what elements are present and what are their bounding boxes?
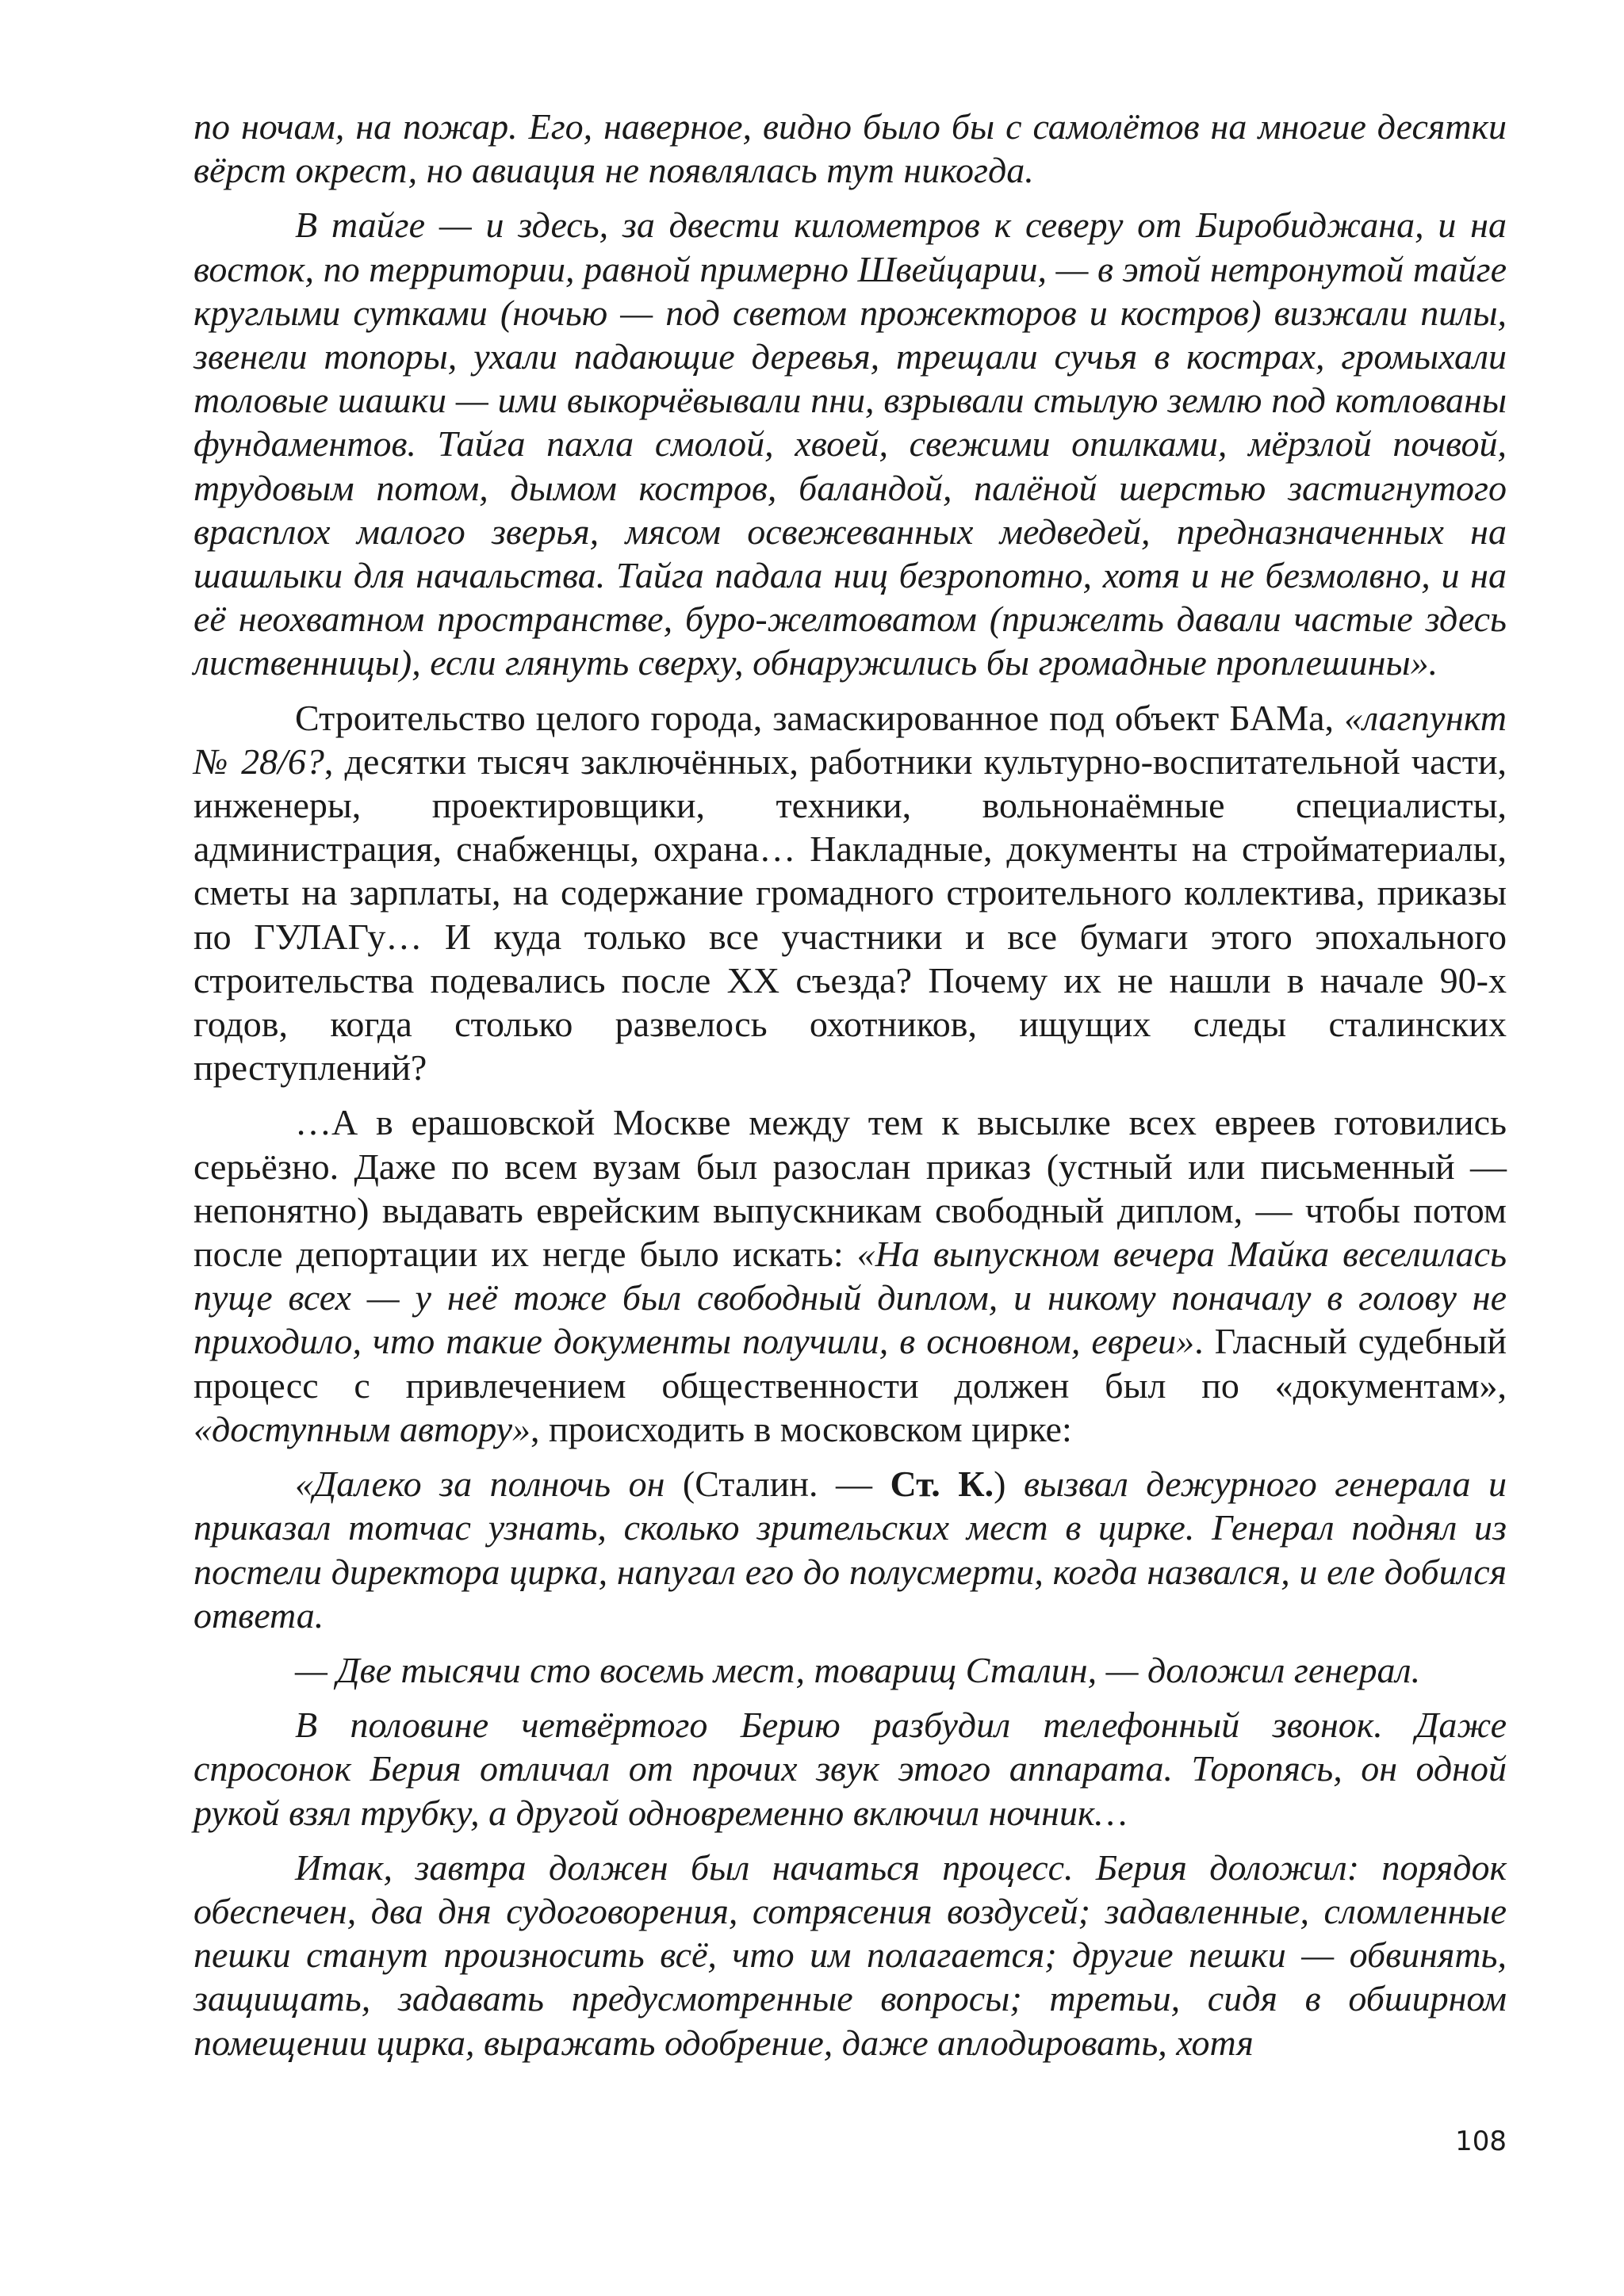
text-run: «доступным автору» xyxy=(193,1408,531,1449)
text-run: Итак, завтра должен был начаться процесс. Берия доложил: порядок обеспечен, два дня судоговорения, сотрясения воздусей; задавленные, сломленные пешки станут произносить всё, что им полагается; другие пешки — обвинять, защищать, задавать предусмотренные вопросы; третьи, сидя в обширном помещении цирка, выражать одобрение, даже аплодировать, хотя xyxy=(193,1846,1507,2063)
text-run: вызвал дежурного генерала и приказал тотчас узнать, сколько зрительских мест в цирке. Генерал поднял из постели директора цирка, напугал его до полусмерти, когда назвался, и еле добился ответа. xyxy=(193,1464,1507,1636)
text-run: . Гласный судебный процесс с привлечением общественности должен был по «документам», xyxy=(193,1321,1507,1406)
text-run: В половине четвёртого Берию разбудил телефонный звонок. Даже спросонок Берия отличал от прочих звук этого аппарата. Торопясь, он одной рукой взял трубку, а другой одновременно включил ночник… xyxy=(193,1705,1507,1833)
paragraph xyxy=(193,1703,1507,1835)
text-run: , десятки тысяч заключённых, работники культурно-воспитательной части, инженеры, проектировщики, техники, вольнонаёмные специалисты, администрация, снабженцы, охрана… Накладные, документы на стройматериалы, сметы на зарплаты, на содержание громадного строительного коллектива, приказы по ГУЛАГу… И куда только все участники и все бумаги этого эпохального строительства подевались после XX съезда? Почему их не нашли в начале 90-х годов, когда столько развелось охотников, ищущих следы сталинских преступлений? xyxy=(193,740,1507,1089)
text-run: «На выпускном вечера Майка веселилась пуще всех — у неё тоже был свободный диплом, и никому поначалу в голову не приходило, что такие документы получили, в основном, евреи» xyxy=(193,1234,1507,1362)
text-run: «Далеко за полночь он xyxy=(295,1464,665,1505)
paragraph xyxy=(193,696,1507,1090)
paragraph xyxy=(193,1100,1507,1451)
paragraph xyxy=(193,203,1507,684)
text-run: по ночам, на пожар. Его, наверное, видно было бы с самолётов на многие десятки вёрст окрест, но авиация не появлялась тут никогда. xyxy=(193,106,1507,191)
text-run: , происходить в московском цирке: xyxy=(530,1408,1072,1449)
text-run: В тайге — и здесь, за двести километров к северу от Биробиджана, и на восток, по территории, равной примерно Швейцарии, — в этой нетронутой тайге круглыми сутками (ночью — под светом прожекторов и костров) визжали пилы, звенели топоры, ухали падающие деревья, трещали сучья в кострах, громыхали толовые шашки — ими выкорчёвывали пни, взрывали стылую землю под котлованы фундаментов. Тайга пахла смолой, хвоей, свежими опилками, мёрзлой почвой, трудовым потом, дымом костров, баландой, палёной шерстью застигнутого врасплох малого зверья, мясом освежеванных медведей, предназначенных на шашлыки для начальства. Тайга падала ниц безропотно, хотя и не безмолвно, и на её неохватном пространстве, буро-желтоватом (прижелть давали частые здесь лиственницы), если глянуть сверху, обнаружились бы громадные проплешины». xyxy=(193,205,1507,683)
text-run: Ст. К. xyxy=(890,1464,994,1505)
paragraph xyxy=(193,1846,1507,2064)
text-run: Строительство целого города, замаскированное под объект БАМа, xyxy=(295,697,1345,738)
paragraph xyxy=(193,105,1507,192)
text-run: (Сталин. — xyxy=(665,1464,891,1505)
page-body xyxy=(193,105,1507,2182)
text-run: …А в ерашовской Москве между тем к высылке всех евреев готовились серьёзно. Даже по всем вузам был разослан приказ (устный или письменный — непонятно) выдавать еврейским выпускникам свободный диплом, — чтобы потом после депортации их негде было искать: xyxy=(193,1102,1507,1275)
page-number: 108 xyxy=(1455,2126,1507,2157)
paragraph xyxy=(193,1648,1507,1692)
text-run: — Две тысячи сто восемь мест, товарищ Сталин, — доложил генерал. xyxy=(295,1649,1421,1690)
text-run: «лагпункт № 28/6? xyxy=(193,697,1507,782)
paragraph xyxy=(193,1462,1507,1637)
text-run: ) xyxy=(994,1464,1024,1505)
